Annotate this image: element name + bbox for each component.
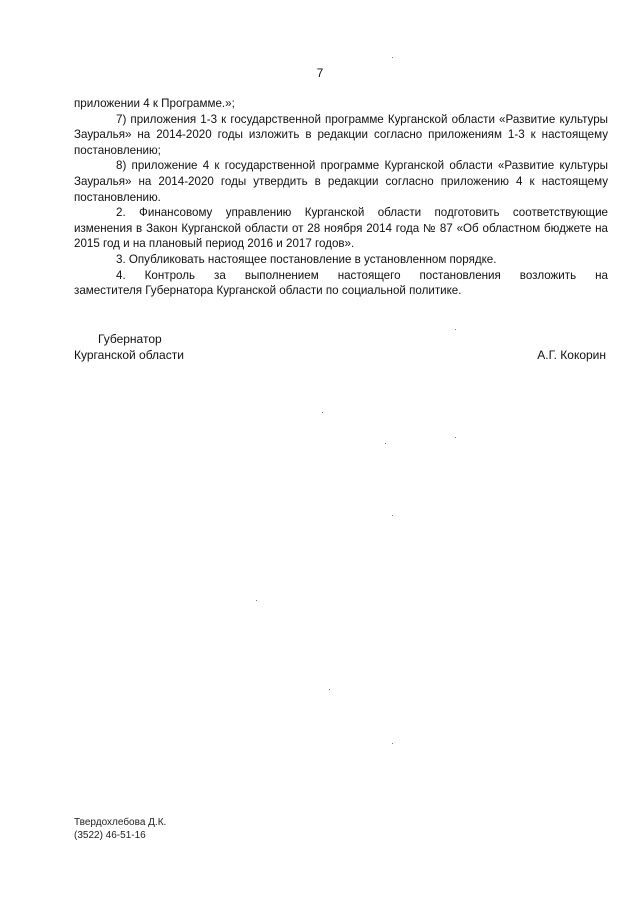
scan-speck	[392, 57, 393, 58]
paragraph-item-8: 8) приложение 4 к государственной программе Курганской области «Развитие культуры Зауралья» на 2014-2020 годы утвердить в редакции согласно приложению 4 к настоящему постановлению.	[74, 159, 608, 204]
paragraph-clause-4-continuation: заместителя Губернатора Курганской области по социальной политике.	[74, 284, 462, 298]
scan-speck	[455, 437, 456, 438]
paragraph-continuation: приложении 4 к Программе.»;	[74, 97, 235, 110]
scan-speck	[392, 515, 393, 516]
paragraph-clause-2: 2. Финансовому управлению Курганской области подготовить соответствующие изменения в Закон Курганской области от 28 ноября 2014 года № 87 «Об областном бюджете на 2015 год и на плановый период 2016 и 2017 годов».	[74, 206, 608, 251]
scan-speck	[329, 689, 330, 690]
signature-name: А.Г. Кокорин	[537, 348, 606, 362]
scan-speck	[392, 743, 393, 744]
signature-region: Курганской области	[74, 348, 184, 362]
paragraph-clause-4: 4. Контроль за выполнением настоящего постановления возложить на	[116, 268, 608, 282]
scan-speck	[322, 412, 323, 413]
paragraph-item-7: 7) приложения 1-3 к государственной программе Курганской области «Развитие культуры Зауралья» на 2014-2020 годы изложить в редакции согласно приложениям 1-3 к настоящему постановлению;	[74, 112, 608, 157]
scan-speck	[385, 443, 386, 444]
scan-speck	[455, 329, 456, 330]
executor-name: Твердохлебова Д.К.	[74, 817, 167, 828]
document-body	[74, 96, 608, 299]
scan-speck	[256, 600, 257, 601]
executor-phone: (3522) 46-51-16	[74, 830, 146, 841]
executor-info	[74, 816, 166, 842]
signature-position	[74, 331, 184, 363]
paragraph-clause-3: 3. Опубликовать настоящее постановление в установленном порядке.	[116, 252, 497, 266]
signature-title: Губернатор	[98, 332, 162, 346]
page-number: 7	[316, 66, 324, 80]
